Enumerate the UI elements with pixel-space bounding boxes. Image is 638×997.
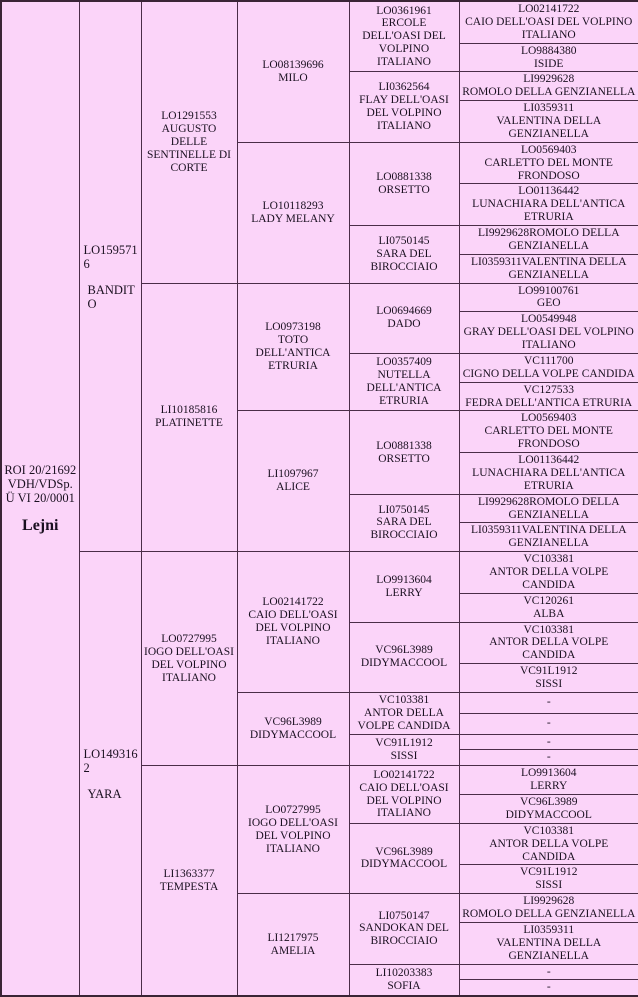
ancestor-registration: LI1097967 [267,468,319,481]
ancestor-name: YARA [87,786,122,801]
subject-cell [1,1,79,996]
ancestor-name: DADO [387,318,421,331]
ancestor-cell-gen5 [459,411,638,453]
subject-registration-line-1: ROI 20/21692 [4,462,77,477]
ancestor-registration: LO1595716 [83,242,138,271]
ancestor-registration: LO0357409 [376,356,432,369]
ancestor-name: AUGUSTO DELLE SENTINELLE DI CORTE [147,122,231,174]
ancestor-registration: LO0973198 [265,321,321,334]
ancestor-name: NUTELLA DELL'ANTICA ETRURIA [366,369,442,407]
ancestor-name: DIDYMACCOOL [249,729,337,742]
ancestor-registration: LO9913604 [520,767,577,780]
ancestor-registration: LO1291553 [161,110,217,123]
ancestor-registration: LO9913604 [376,573,432,586]
ancestor-cell-gen5 [459,101,638,143]
ancestor-name: CAIO DELL'OASI DEL VOLPINO ITALIANO [359,781,449,820]
ancestor-cell-gen4 [349,142,459,225]
ancestor-cell-gen1 [79,1,141,552]
ancestor-cell-gen5 [459,382,638,411]
ancestor-registration: LI9929628 [523,73,575,86]
ancestor-registration: LO02141722 [518,3,580,15]
ancestor-name: ANTOR DELLA VOLPE CANDIDA [489,837,609,863]
ancestor-cell-gen3 [237,894,349,997]
ancestor-name: ORSETTO [378,452,430,465]
ancestor-name: ISIDE [534,57,564,70]
ancestor-name: LUNACHIARA DELL'ANTICA ETRURIA [472,198,626,224]
ancestor-name: LADY MELANY [251,212,335,225]
ancestor-name: SARA DEL BIROCCIAIO [370,516,438,542]
ancestor-name: AMELIA [270,944,316,957]
subject-registration-line-2: VDH/VDSp. [7,476,73,491]
ancestor-registration: LI9929628ROMOLO DELLA GENZIANELLA [478,227,620,252]
ancestor-cell-gen4 [349,692,459,734]
ancestor-cell-gen3 [237,411,349,552]
ancestor-name: ROMOLO DELLA GENZIANELLA [462,86,636,99]
ancestor-name: SOFIA [387,979,421,992]
ancestor-cell-gen4 [349,734,459,766]
ancestor-registration: LO0361961 [376,4,432,17]
ancestor-registration: - [546,735,551,748]
ancestor-name: ORSETTO [378,183,430,196]
ancestor-registration: LO0549948 [520,313,577,326]
ancestor-cell-gen1 [79,552,141,997]
ancestor-cell-gen2 [141,552,237,766]
ancestor-cell-gen2 [141,283,237,552]
ancestor-cell-gen5 [459,453,638,495]
ancestor-cell-gen4 [349,964,459,996]
ancestor-cell-gen5 [459,980,638,996]
ancestor-registration: LI10185816 [160,404,218,417]
ancestor-cell-gen4 [349,353,459,411]
ancestor-cell-gen5 [459,226,638,255]
ancestor-registration: VC91L1912 [520,665,578,678]
ancestor-cell-gen5 [459,494,638,523]
ancestor-registration: LO01136442 [518,185,580,198]
ancestor-name: VALENTINA DELLA GENZIANELLA [496,936,602,962]
ancestor-registration: VC103381 [523,553,574,566]
ancestor-registration: LI9929628ROMOLO DELLA GENZIANELLA [478,495,620,521]
ancestor-registration: LO0727995 [265,803,321,816]
ancestor-registration: LI0359311VALENTINA DELLA GENZIANELLA [470,255,627,281]
ancestor-registration: VC103381 [378,693,430,706]
ancestor-registration: LI0750145 [378,503,430,516]
ancestor-cell-gen5 [459,692,638,713]
ancestor-registration: LO1493162 [83,746,138,775]
ancestor-registration: LO0569403 [520,412,577,425]
ancestor-name: FEDRA DELL'ANTICA ETRURIA [465,396,633,409]
ancestor-name: CAIO DELL'OASI DEL VOLPINO ITALIANO [248,609,338,647]
pedigree-row [1,1,638,43]
ancestor-registration: LI1217975 [267,931,319,944]
ancestor-name: ALBA [533,607,565,620]
ancestor-cell-gen5 [459,552,638,594]
ancestor-cell-gen5 [459,283,638,312]
ancestor-cell-gen3 [237,1,349,142]
ancestor-registration: LI0359311 [523,102,575,115]
ancestor-registration: VC120261 [523,594,574,607]
ancestor-registration: LO0727995 [161,632,217,645]
ancestor-name: DIDYMACCOOL [505,808,592,821]
ancestor-cell-gen5 [459,353,638,382]
ancestor-registration: VC103381 [523,824,574,837]
ancestor-cell-gen4 [349,72,459,142]
ancestor-cell-gen5 [459,734,638,750]
ancestor-name: BANDITO [87,282,135,311]
ancestor-name: IOGO DELL'OASI DEL VOLPINO ITALIANO [248,816,338,855]
ancestor-cell-gen5 [459,593,638,622]
ancestor-cell-gen4 [349,411,459,494]
ancestor-registration: LO0881338 [376,439,432,452]
ancestor-name: SARA DEL BIROCCIAIO [370,247,438,273]
ancestor-cell-gen4 [349,283,459,353]
ancestor-name: CARLETTO DEL MONTE FRONDOSO [484,156,613,182]
ancestor-name: SISSI [390,749,418,762]
ancestor-name: SISSI [535,879,563,892]
ancestor-cell-gen5 [459,142,638,184]
ancestor-cell-gen4 [349,552,459,622]
ancestor-name: LERRY [385,586,423,599]
ancestor-registration: - [546,981,551,994]
ancestor-name: ALICE [276,481,310,494]
ancestor-registration: LO9884380 [520,44,577,57]
ancestor-registration: VC96L3989 [264,716,322,729]
ancestor-name: ANTOR DELLA VOLPE CANDIDA [357,706,451,732]
ancestor-registration: VC96L3989 [520,796,578,808]
ancestor-cell-gen5 [459,664,638,693]
ancestor-cell-gen5 [459,922,638,964]
ancestor-cell-gen3 [237,283,349,411]
ancestor-cell-gen5 [459,254,638,283]
ancestor-cell-gen3 [237,552,349,693]
ancestor-name: ANTOR DELLA VOLPE CANDIDA [489,566,609,591]
ancestor-cell-gen2 [141,766,237,997]
ancestor-registration: VC96L3989 [375,644,433,657]
ancestor-cell-gen5 [459,43,638,72]
ancestor-registration: LI9929628 [523,895,575,908]
ancestor-name: TEMPESTA [159,880,219,893]
ancestor-registration: LO0694669 [376,305,432,318]
ancestor-cell-gen3 [237,692,349,765]
ancestor-name: SANDOKAN DEL BIROCCIAIO [359,922,449,948]
ancestor-name: LERRY [530,780,568,793]
ancestor-registration: VC91L1912 [520,866,578,879]
ancestor-registration: - [546,717,551,730]
ancestor-name: FLAY DELL'OASI DEL VOLPINO ITALIANO [359,94,449,132]
ancestor-name: DIDYMACCOOL [360,858,448,871]
subject-name: Lejni [22,516,59,534]
ancestor-cell-gen5 [459,865,638,894]
ancestor-cell-gen2 [141,1,237,283]
ancestor-cell-gen4 [349,1,459,72]
ancestor-name: MILO [278,71,308,84]
ancestor-registration: LI0359311 [523,923,575,936]
ancestor-cell-gen3 [237,142,349,283]
ancestor-name: ROMOLO DELLA GENZIANELLA [462,908,636,920]
ancestor-registration: LI0750145 [378,234,430,247]
ancestor-cell-gen5 [459,713,638,734]
ancestor-registration: LO02141722 [373,768,435,781]
ancestor-registration: LI0362564 [378,81,430,94]
ancestor-registration: LO0881338 [376,171,432,183]
ancestor-registration: VC127533 [523,383,574,396]
ancestor-cell-gen5 [459,622,638,664]
ancestor-cell-gen4 [349,622,459,692]
ancestor-cell-gen5 [459,823,638,865]
ancestor-cell-gen4 [349,226,459,284]
ancestor-registration: LI0750147 [378,909,430,922]
ancestor-registration: LI1363377 [163,867,215,880]
ancestor-registration: LO01136442 [518,454,580,466]
ancestor-name: CIGNO DELLA VOLPE CANDIDA [462,367,635,380]
ancestor-cell-gen5 [459,795,638,824]
ancestor-name: CAIO DELL'OASI DEL VOLPINO ITALIANO [465,15,633,41]
ancestor-cell-gen4 [349,494,459,552]
ancestor-registration: VC91L1912 [375,737,433,749]
ancestor-registration: LO10118293 [262,199,324,212]
ancestor-cell-gen5 [459,750,638,766]
ancestor-registration: - [546,696,551,709]
ancestor-cell-gen5 [459,766,638,795]
ancestor-name: VALENTINA DELLA GENZIANELLA [496,115,602,140]
ancestor-registration: - [546,965,551,978]
ancestor-name: ERCOLE DELL'OASI DEL VOLPINO ITALIANO [362,17,446,68]
ancestor-registration: VC111700 [523,354,574,367]
ancestor-cell-gen4 [349,894,459,964]
ancestor-name: SISSI [535,678,563,690]
ancestor-registration: LI0359311VALENTINA DELLA GENZIANELLA [470,524,627,550]
ancestor-registration: LI10203383 [375,967,433,979]
ancestor-registration: LO0569403 [520,143,577,156]
ancestor-name: IOGO DELL'OASI DEL VOLPINO ITALIANO [144,645,234,684]
subject-registration-line-3: Ü VI 20/0001 [5,490,75,505]
ancestor-cell-gen5 [459,964,638,980]
ancestor-cell-gen5 [459,1,638,43]
ancestor-registration: LO99100761 [518,284,580,297]
ancestor-registration: LO02141722 [262,596,324,609]
ancestor-cell-gen5 [459,184,638,226]
ancestor-registration: LO08139696 [262,59,324,71]
ancestor-name: DIDYMACCOOL [360,657,448,670]
ancestor-name: LUNACHIARA DELL'ANTICA ETRURIA [472,466,626,492]
ancestor-cell-gen5 [459,523,638,552]
ancestor-name: ANTOR DELLA VOLPE CANDIDA [489,636,609,662]
ancestor-cell-gen5 [459,72,638,101]
ancestor-cell-gen5 [459,894,638,923]
ancestor-registration: VC96L3989 [375,845,433,858]
ancestor-cell-gen4 [349,766,459,824]
ancestor-name: GEO [536,297,561,310]
ancestor-registration: - [546,751,551,764]
ancestor-cell-gen5 [459,312,638,354]
ancestor-name: CARLETTO DEL MONTE FRONDOSO [484,425,613,451]
pedigree-row [1,552,638,594]
ancestor-cell-gen4 [349,823,459,893]
ancestor-cell-gen3 [237,766,349,894]
ancestor-name: GRAY DELL'OASI DEL VOLPINO ITALIANO [463,326,634,351]
ancestor-name: TOTO DELL'ANTICA ETRURIA [255,334,331,372]
ancestor-registration: VC103381 [523,623,574,636]
ancestor-name: PLATINETTE [155,417,223,430]
